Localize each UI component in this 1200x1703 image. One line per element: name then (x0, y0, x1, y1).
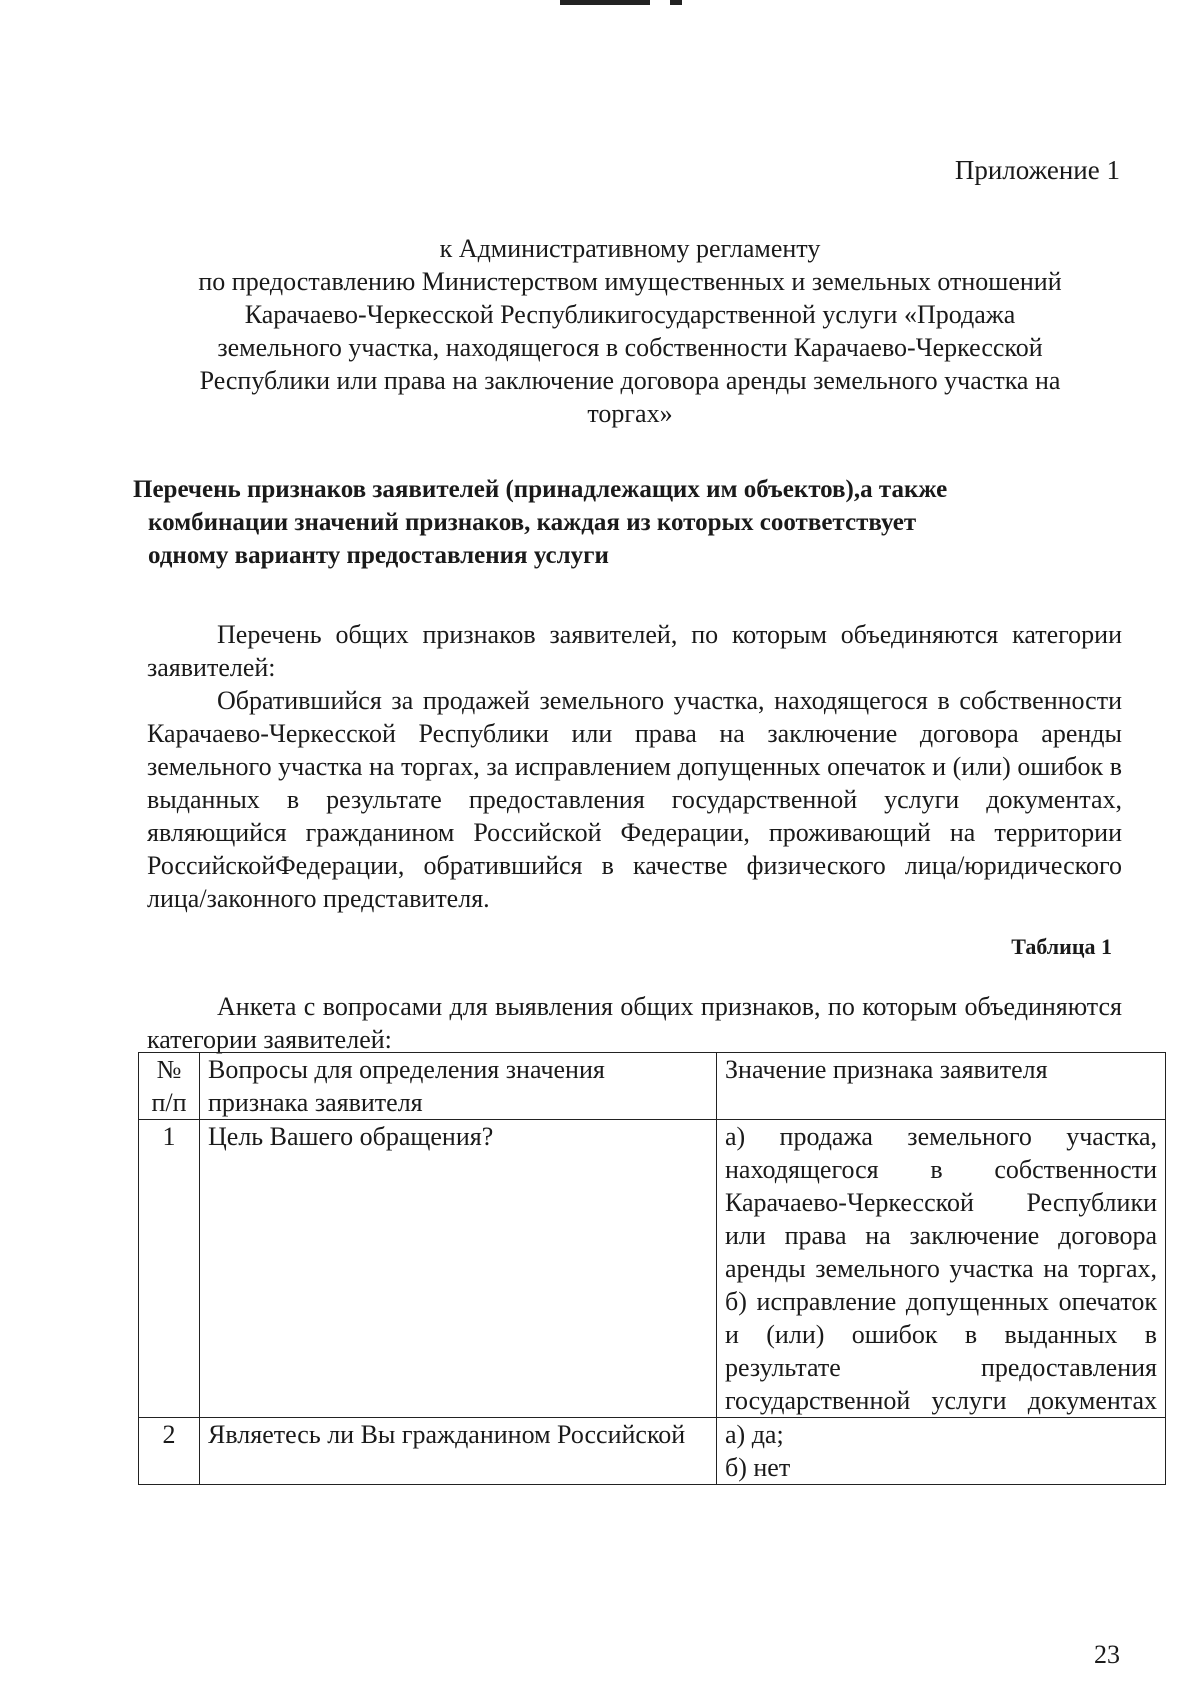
heading-line: одному варианту предоставления услуги (148, 542, 609, 569)
table-row (139, 1120, 1166, 1418)
heading-line: комбинации значений признаков, каждая из которых соответствует (148, 509, 917, 536)
questionnaire-table (138, 1052, 1166, 1485)
paragraph-common-features: Перечень общих признаков заявителей, по которым объединяются категории заявителей: (147, 620, 1122, 682)
row-question: Цель Вашего обращения? (200, 1120, 717, 1418)
header-line: торгах» (587, 399, 673, 428)
header-line: земельного участка, находящегося в собственности Карачаево-Черкесской (217, 333, 1043, 362)
appendix-label: Приложение 1 (954, 155, 1120, 185)
section-heading (133, 473, 1093, 572)
paragraph-questionnaire-intro: Анкета с вопросами для выявления общих признаков, по которым объединяются категории заявителей: (147, 992, 1122, 1054)
row-value (717, 1120, 1166, 1418)
header-question: Вопросы для определения значения признака заявителя (200, 1053, 717, 1120)
regulation-header (140, 232, 1120, 430)
table-label: Таблица 1 (1011, 934, 1112, 959)
header-value: Значение признака заявителя (717, 1053, 1166, 1120)
scan-artifact-mark (560, 0, 720, 6)
table-row (139, 1418, 1166, 1485)
value-option-a: а) продажа земельного участка, находящегося в собственности Карачаево-Черкесской Республики или права на заключение договора аренды земельного участка на торгах, (725, 1122, 1157, 1283)
table-header-row (139, 1053, 1166, 1120)
header-line: по предоставлению Министерством имущественных и земельных отношений (198, 267, 1062, 296)
value-option-b: б) исправление допущенных опечаток и (или) ошибок в выданных в результате предоставления государственной услуги документах (725, 1287, 1157, 1415)
heading-line: Перечень признаков заявителей (принадлежащих им объектов),а также (133, 476, 948, 503)
paragraph-applicant-description: Обратившийся за продажей земельного участка, находящегося в собственности Карачаево-Черкесской Республики или права на заключение договора аренды земельного участка на торгах, за исправлением допущенных опечаток и (или) ошибок в выданных в результате предоставления государственной услуги документах, являющийся гражданином Российской Федерации, проживающий на территории РоссийскойФедерации, обратившийся в качестве физического лица/юридического лица/законного представителя. (147, 686, 1122, 913)
value-option-b: б) нет (725, 1453, 791, 1482)
header-line: к Административному регламенту (439, 234, 821, 263)
header-num: № п/п (139, 1053, 200, 1120)
page-number: 23 (1094, 1640, 1120, 1669)
header-line: Карачаево-Черкесской Республикигосударственной услуги «Продажа (244, 300, 1016, 329)
row-value (717, 1418, 1166, 1485)
value-option-a: а) да; (725, 1420, 784, 1449)
row-num: 2 (139, 1418, 200, 1485)
row-num: 1 (139, 1120, 200, 1418)
row-question: Являетесь ли Вы гражданином Российской (200, 1418, 717, 1485)
header-line: Республики или права на заключение договора аренды земельного участка на (199, 366, 1061, 395)
